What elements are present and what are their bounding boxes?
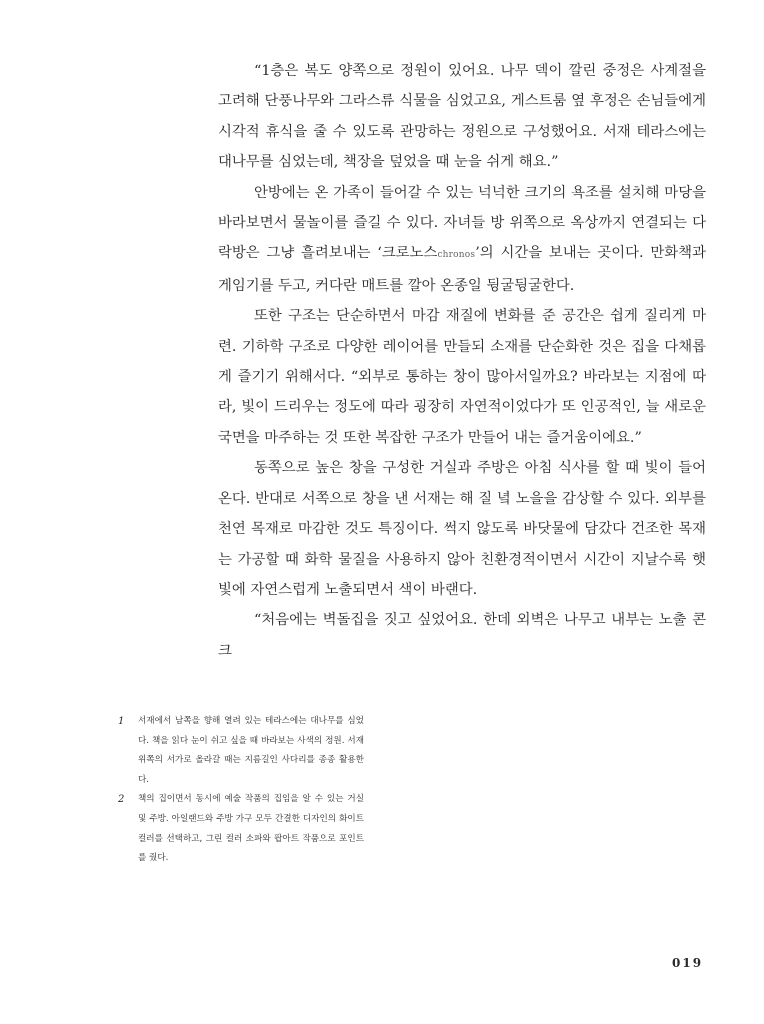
paragraph-2 — [218, 178, 706, 302]
chronos-annotation: chronos — [437, 250, 476, 261]
paragraph-3: 또한 구조는 단순하면서 마감 재질에 변화를 준 공간은 쉽게 질리게 마련. 기하학 구조로 다양한 레이어를 만들되 소재를 단순화한 것은 집을 다채롭게 즐기기 위해서다. “외부로 통하는 창이 많아서일까요? 바라보는 지점에 따라, 빛이 드리우는 정도에 따라 굉장히 자연적이었다가 또 인공적인, 늘 새로운 국면을 마주하는 것 또한 복잡한 구조가 만들어 내는 즐거움이에요.” — [218, 308, 706, 446]
caption-number: 2 — [118, 794, 125, 806]
caption-2 — [118, 790, 364, 868]
caption-text: 서재에서 남쪽을 향해 열려 있는 테라스에는 대나무를 심었다. 책을 읽다 눈이 쉬고 싶을 때 바라보는 사색의 정원. 서재 위쪽의 서가로 올라갈 때는 지름길인 사다리를 종종 활용한다. — [138, 716, 364, 785]
caption-number: 1 — [118, 716, 125, 727]
paragraph-5: “처음에는 벽돌집을 짓고 싶었어요. 한데 외벽은 나무고 내부는 노출 콘크 — [218, 612, 706, 659]
caption-1 — [118, 712, 364, 790]
page-number: 019 — [672, 956, 704, 970]
photo-captions — [118, 712, 364, 869]
caption-text: 책의 집이면서 동시에 예술 작품의 집임을 알 수 있는 거실 및 주방. 아일랜드와 주방 가구 모두 간결한 디자인의 화이트 컬러를 선택하고, 그린 컬러 소파와 팝아트 작품으로 포인트를 줬다. — [138, 794, 364, 864]
paragraph-1: “1층은 복도 양쪽으로 정원이 있어요. 나무 덱이 깔린 중정은 사계절을 고려해 단풍나무와 그라스류 식물을 심었고요, 게스트룸 옆 후정은 손님들에게 시각적 휴식을 줄 수 있도록 관망하는 정원으로 구성했어요. 서재 테라스에는 대나무를 심었는데, 책장을 덮었을 때 눈을 쉬게 해요.” — [218, 63, 706, 171]
paragraph-2-lead: 안방에는 온 가족이 들어갈 수 있는 넉넉한 크기의 욕조를 설치해 마당을 바라보면서 물놀이를 즐길 수 있다. 자녀들 방 위쪽으로 옥상까지 연결되는 다락방은 그냥 흘려보내는 ‘크로노스 — [218, 184, 706, 262]
paragraph-4: 동쪽으로 높은 창을 구성한 거실과 주방은 아침 식사를 할 때 빛이 들어온다. 반대로 서쪽으로 창을 낸 서재는 해 질 녘 노을을 감상할 수 있다. 외부를 천연 목재로 마감한 것도 특징이다. 썩지 않도록 바닷물에 담갔다 건조한 목재는 가공할 때 화학 물질을 사용하지 않아 친환경적이면서 시간이 지날수록 햇빛에 자연스럽게 노출되면서 색이 바랜다. — [218, 460, 706, 598]
article-body — [218, 56, 706, 666]
paragraph-2-tail: ’의 시간을 보내는 곳이다. 만화책과 게임기를 두고, 커다란 매트를 깔아 온종일 뒹굴뒹굴한다. — [218, 245, 706, 294]
